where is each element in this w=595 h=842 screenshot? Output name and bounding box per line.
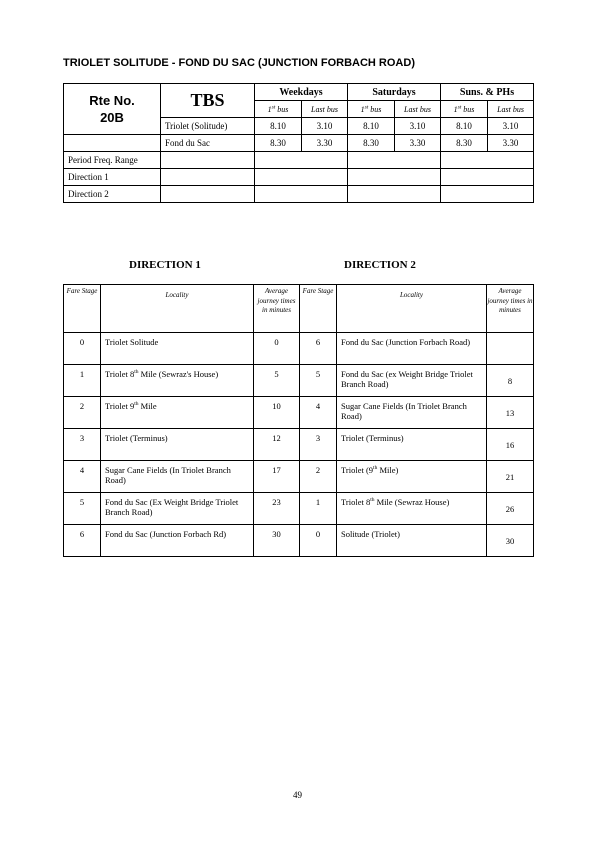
journey-time: 0 (254, 333, 300, 365)
bus-time: 3.30 (488, 135, 534, 152)
locality: Solitude (Triolet) (337, 525, 487, 557)
locality: Triolet 8th Mile (Sewraz's House) (101, 365, 254, 397)
locality: Fond du Sac (ex Weight Bridge Triolet Branch Road) (337, 365, 487, 397)
bus-time: 8.30 (255, 135, 302, 152)
fare-stage: 5 (300, 365, 337, 397)
fare-stage: 4 (64, 461, 101, 493)
timetable (63, 83, 534, 203)
locality: Sugar Cane Fields (In Triolet Branch Road) (101, 461, 254, 493)
tbs-label: TBS (161, 84, 255, 118)
locality: Fond du Sac (Ex Weight Bridge Triolet Branch Road) (101, 493, 254, 525)
route-number-cell (64, 84, 161, 135)
bus-time: 8.10 (348, 118, 395, 135)
last-bus-header: Last bus (302, 101, 348, 118)
journey-row (64, 493, 534, 525)
bus-time: 8.30 (441, 135, 488, 152)
locality: Triolet 8th Mile (Sewraz House) (337, 493, 487, 525)
journey-time: 8 (487, 365, 534, 397)
fare-stage: 2 (64, 397, 101, 429)
bus-time: 3.10 (488, 118, 534, 135)
fare-stage-header: Fare Stage (64, 285, 101, 333)
fare-stage: 0 (300, 525, 337, 557)
direction-1-heading: DIRECTION 1 (129, 259, 201, 271)
bus-time: 3.30 (302, 135, 348, 152)
timetable-row (64, 186, 534, 203)
journey-time: 23 (254, 493, 300, 525)
locality: Fond du Sac (Junction Forbach Rd) (101, 525, 254, 557)
direction-2-label: Direction 2 (64, 186, 161, 203)
journey-row (64, 429, 534, 461)
fare-stage: 1 (64, 365, 101, 397)
journey-row (64, 365, 534, 397)
locality: Sugar Cane Fields (In Triolet Branch Road) (337, 397, 487, 429)
journey-time: 17 (254, 461, 300, 493)
first-bus-header: 1st bus (441, 101, 488, 118)
avg-time-header: Average journey times in minutes (487, 285, 534, 333)
fare-stage: 5 (64, 493, 101, 525)
fare-stage: 2 (300, 461, 337, 493)
bus-time: 3.10 (395, 118, 441, 135)
journey-time: 16 (487, 429, 534, 461)
bus-time: 8.10 (255, 118, 302, 135)
fare-stage-header: Fare Stage (300, 285, 337, 333)
avg-time-header: Average journey times in minutes (254, 285, 300, 333)
locality: Triolet (9th Mile) (337, 461, 487, 493)
saturdays-header: Saturdays (348, 84, 441, 101)
direction-1-label: Direction 1 (64, 169, 161, 186)
period-freq-label: Period Freq. Range (64, 152, 161, 169)
journey-row (64, 397, 534, 429)
bus-time: 8.30 (348, 135, 395, 152)
journey-time: 5 (254, 365, 300, 397)
weekdays-header: Weekdays (255, 84, 348, 101)
locality: Fond du Sac (Junction Forbach Road) (337, 333, 487, 365)
fare-stage: 3 (64, 429, 101, 461)
fare-stage: 1 (300, 493, 337, 525)
journey-time: 30 (487, 525, 534, 557)
first-bus-header: 1st bus (255, 101, 302, 118)
journey-header-row (64, 285, 534, 333)
page-number: 49 (293, 790, 302, 800)
fare-stage: 6 (300, 333, 337, 365)
last-bus-header: Last bus (488, 101, 534, 118)
bus-time: 3.10 (302, 118, 348, 135)
locality-header: Locality (337, 285, 487, 333)
timetable-row (64, 169, 534, 186)
route-label: Rte No. (89, 93, 135, 108)
journey-time: 30 (254, 525, 300, 557)
bus-time: 3.30 (395, 135, 441, 152)
locality: Triolet (Terminus) (337, 429, 487, 461)
journey-time: 21 (487, 461, 534, 493)
fare-stage: 3 (300, 429, 337, 461)
direction-2-heading: DIRECTION 2 (344, 259, 416, 271)
journey-times-table (63, 284, 534, 557)
fare-stage: 4 (300, 397, 337, 429)
locality-header: Locality (101, 285, 254, 333)
locality: Triolet Solitude (101, 333, 254, 365)
sundays-header: Suns. & PHs (441, 84, 534, 101)
stop-name: Fond du Sac (161, 135, 255, 152)
journey-row (64, 461, 534, 493)
journey-row (64, 333, 534, 365)
stop-name: Triolet (Solitude) (161, 118, 255, 135)
page-title: TRIOLET SOLITUDE - FOND DU SAC (JUNCTION FORBACH ROAD) (63, 57, 415, 69)
journey-time: 13 (487, 397, 534, 429)
locality: Triolet (Terminus) (101, 429, 254, 461)
bus-time: 8.10 (441, 118, 488, 135)
locality: Triolet 9th Mile (101, 397, 254, 429)
journey-time: 10 (254, 397, 300, 429)
journey-time (487, 333, 534, 365)
route-cell-bottom (64, 135, 161, 152)
journey-row (64, 525, 534, 557)
last-bus-header: Last bus (395, 101, 441, 118)
route-number: 20B (100, 110, 124, 125)
first-bus-header: 1st bus (348, 101, 395, 118)
timetable-row (64, 152, 534, 169)
journey-time: 12 (254, 429, 300, 461)
fare-stage: 6 (64, 525, 101, 557)
fare-stage: 0 (64, 333, 101, 365)
timetable-row (64, 135, 534, 152)
journey-time: 26 (487, 493, 534, 525)
